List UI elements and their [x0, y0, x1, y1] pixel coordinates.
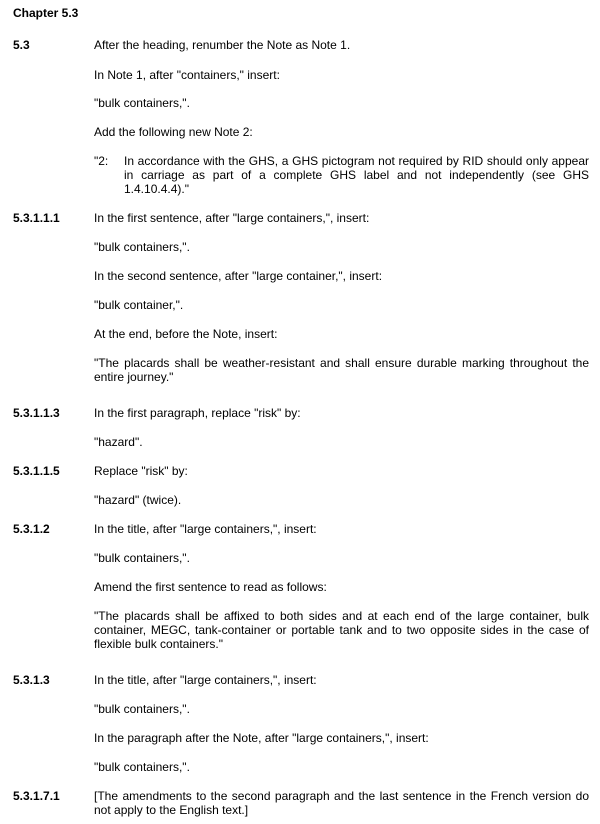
paragraph: In the title, after "large containers,", insert:	[94, 522, 317, 536]
paragraph: "bulk containers,".	[94, 240, 190, 254]
paragraph: In the second sentence, after "large container,", insert:	[94, 269, 383, 283]
section-number-5-3-1-7-1: 5.3.1.7.1	[13, 789, 60, 803]
paragraph: In the first paragraph, replace "risk" by:	[94, 406, 301, 420]
paragraph: Amend the first sentence to read as follows:	[94, 580, 327, 594]
paragraph: In the first sentence, after "large containers,", insert:	[94, 211, 370, 225]
paragraph: "bulk container,".	[94, 298, 184, 312]
paragraph: After the heading, renumber the Note as Note 1.	[94, 38, 351, 52]
paragraph: Replace "risk" by:	[94, 464, 188, 478]
paragraph: "hazard" (twice).	[94, 493, 182, 507]
section-number-5-3-1-1-1: 5.3.1.1.1	[13, 211, 60, 225]
paragraph: In the title, after "large containers,", insert:	[94, 673, 317, 687]
paragraph: "bulk containers,".	[94, 760, 190, 774]
paragraph: In the paragraph after the Note, after "large containers,", insert:	[94, 731, 429, 745]
paragraph: In Note 1, after "containers," insert:	[94, 68, 280, 82]
note-2	[94, 154, 589, 196]
paragraph: "bulk containers,".	[94, 551, 190, 565]
section-number-5-3-1-1-3: 5.3.1.1.3	[13, 406, 60, 420]
paragraph: [The amendments to the second paragraph and the last sentence in the French version do not apply to the English text.]	[94, 789, 589, 817]
paragraph: "bulk containers,".	[94, 702, 190, 716]
section-number-5-3-1-3: 5.3.1.3	[13, 673, 50, 687]
paragraph: "bulk containers,".	[94, 96, 190, 110]
note-label: "2:	[94, 154, 109, 168]
paragraph: "The placards shall be affixed to both sides and at each end of the large container, bulk container, MEGC, tank-container or portable tank and to two opposite sides in the case of flexible bulk containers."	[94, 609, 589, 651]
chapter-title: Chapter 5.3	[13, 6, 79, 20]
section-number-5-3-1-2: 5.3.1.2	[13, 522, 50, 536]
paragraph: "hazard".	[94, 435, 143, 449]
section-number-5-3-1-1-5: 5.3.1.1.5	[13, 464, 60, 478]
section-number-5-3: 5.3	[13, 38, 30, 52]
note-text: In accordance with the GHS, a GHS pictogram not required by RID should only appear in carriage as part of a complete GHS label and not independently (see GHS 1.4.10.4.4)."	[124, 154, 589, 196]
paragraph: "The placards shall be weather-resistant and shall ensure durable marking throughout the entire journey."	[94, 356, 589, 384]
paragraph: At the end, before the Note, insert:	[94, 327, 278, 341]
paragraph: Add the following new Note 2:	[94, 125, 253, 139]
